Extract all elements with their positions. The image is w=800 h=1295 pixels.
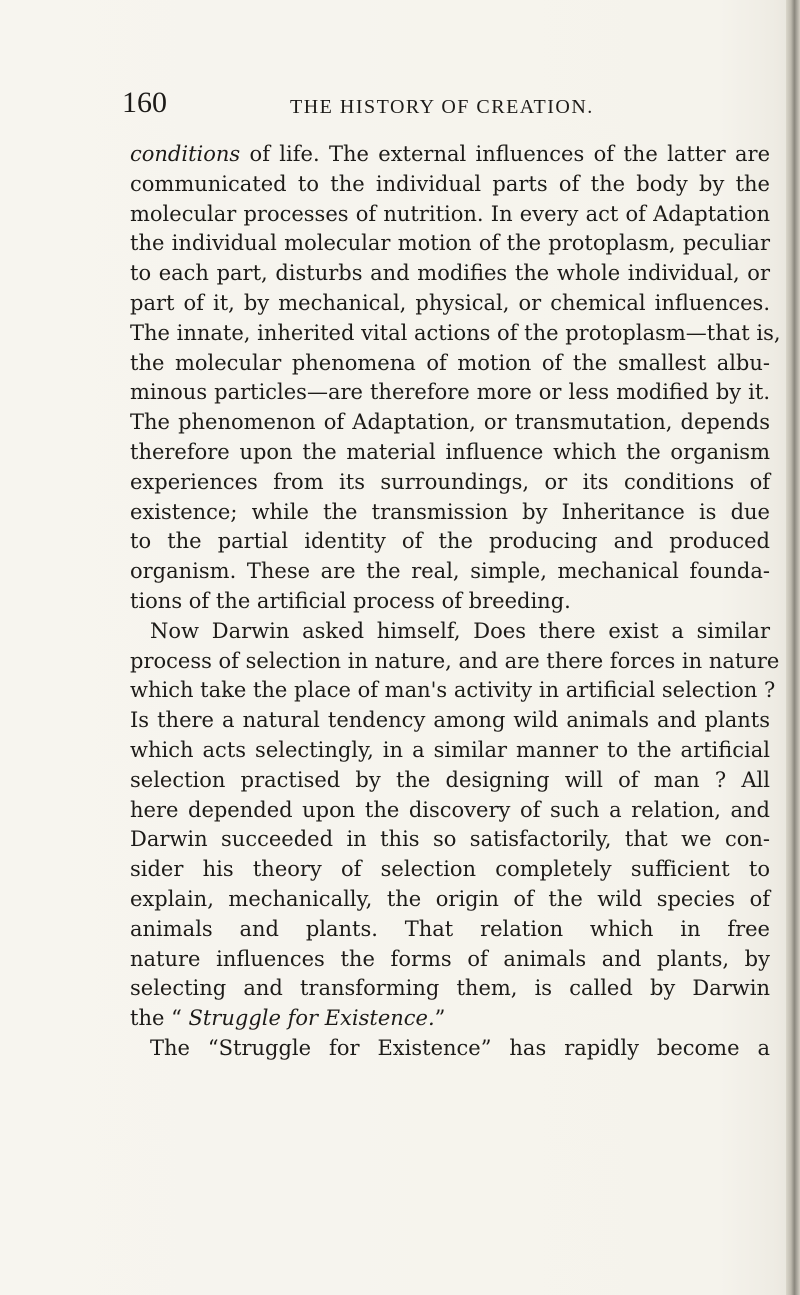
running-head [122, 86, 682, 128]
text-line [130, 468, 770, 498]
text-segment: The phenomenon of Adaptation, or transmutation, depends [130, 410, 770, 435]
body-text [130, 140, 781, 1064]
running-title: THE HISTORY OF CREATION. [290, 96, 594, 118]
text-segment: nature influences the forms of animals and plants, by [130, 946, 770, 971]
text-line [130, 408, 770, 438]
text-segment: process of selection in nature, and are there forces in nature [130, 648, 780, 673]
text-segment: to the partial identity of the producing and produced [130, 529, 770, 554]
text-line [130, 349, 770, 379]
text-line [130, 378, 770, 408]
text-line [130, 706, 770, 736]
text-segment: the individual molecular motion of the protoplasm, peculiar [130, 231, 770, 256]
text-segment: animals and plants. That relation which in free [130, 916, 770, 941]
text-segment: sider his theory of selection completely sufficient to [130, 857, 770, 882]
text-line [130, 855, 770, 885]
text-segment: here depended upon the discovery of such a relation, and [130, 797, 770, 822]
text-line [130, 915, 770, 945]
text-segment: Is there a natural tendency among wild animals and plants [130, 708, 770, 733]
text-segment: to each part, disturbs and modifies the whole individual, or [130, 261, 770, 286]
text-line [130, 319, 781, 349]
text-line [130, 825, 770, 855]
text-line [130, 498, 770, 528]
text-line [130, 557, 770, 587]
text-line [130, 140, 770, 170]
text-segment: part of it, by mechanical, physical, or chemical influences. [130, 290, 770, 315]
italic-text-segment: Struggle for Existence. [188, 1006, 435, 1031]
text-segment: selection practised by the designing will of man ? All [130, 767, 770, 792]
text-line [130, 676, 776, 706]
page-number: 160 [122, 86, 167, 119]
text-line [130, 766, 770, 796]
text-segment: the “ [130, 1006, 189, 1031]
text-line [130, 289, 770, 319]
text-line [130, 796, 770, 826]
text-segment: The “Struggle for Existence” has rapidly become a [150, 1035, 770, 1060]
page-edge-shadow [786, 0, 800, 1295]
text-segment: communicated to the individual parts of the body by the [130, 171, 770, 196]
text-line [130, 200, 770, 230]
text-line [130, 527, 770, 557]
text-line [130, 617, 770, 647]
text-segment: ” [434, 1006, 446, 1031]
text-segment: tions of the artificial process of breeding. [130, 588, 571, 613]
text-line [130, 647, 780, 677]
text-line [130, 170, 770, 200]
text-segment: of life. The external influences of the latter are [240, 142, 770, 166]
text-segment: explain, mechanically, the origin of the wild species of [130, 886, 770, 911]
text-line [130, 229, 770, 259]
text-line [130, 587, 770, 617]
text-line [130, 1004, 770, 1034]
italic-text-segment: conditions [130, 142, 241, 166]
text-segment: The innate, inherited vital actions of the protoplasm—that is, [130, 320, 781, 345]
text-segment: organism. These are the real, simple, mechanical founda- [130, 559, 770, 584]
text-line [130, 438, 770, 468]
text-segment: therefore upon the material influence which the organism [130, 439, 770, 464]
text-segment: minous particles—are therefore more or less modified by it. [130, 380, 770, 405]
text-segment: selecting and transforming them, is called by Darwin [130, 976, 770, 1001]
text-segment: existence; while the transmission by Inheritance is due [130, 499, 770, 524]
text-line [130, 885, 770, 915]
text-segment: molecular processes of nutrition. In every act of Adaptation [130, 201, 770, 226]
text-line [130, 1034, 770, 1064]
text-segment: which acts selectingly, in a similar manner to the artificial [130, 737, 770, 762]
text-line [130, 736, 770, 766]
text-line [130, 974, 770, 1004]
text-segment: Darwin succeeded in this so satisfactorily, that we con- [130, 827, 770, 852]
text-line [130, 945, 770, 975]
text-line [130, 259, 770, 289]
text-segment: which take the place of man's activity in artificial selection ? [130, 678, 776, 703]
text-segment: experiences from its surroundings, or its conditions of [130, 469, 770, 494]
text-segment: Now Darwin asked himself, Does there exist a similar [150, 618, 770, 643]
text-segment: the molecular phenomena of motion of the smallest albu- [130, 350, 770, 375]
